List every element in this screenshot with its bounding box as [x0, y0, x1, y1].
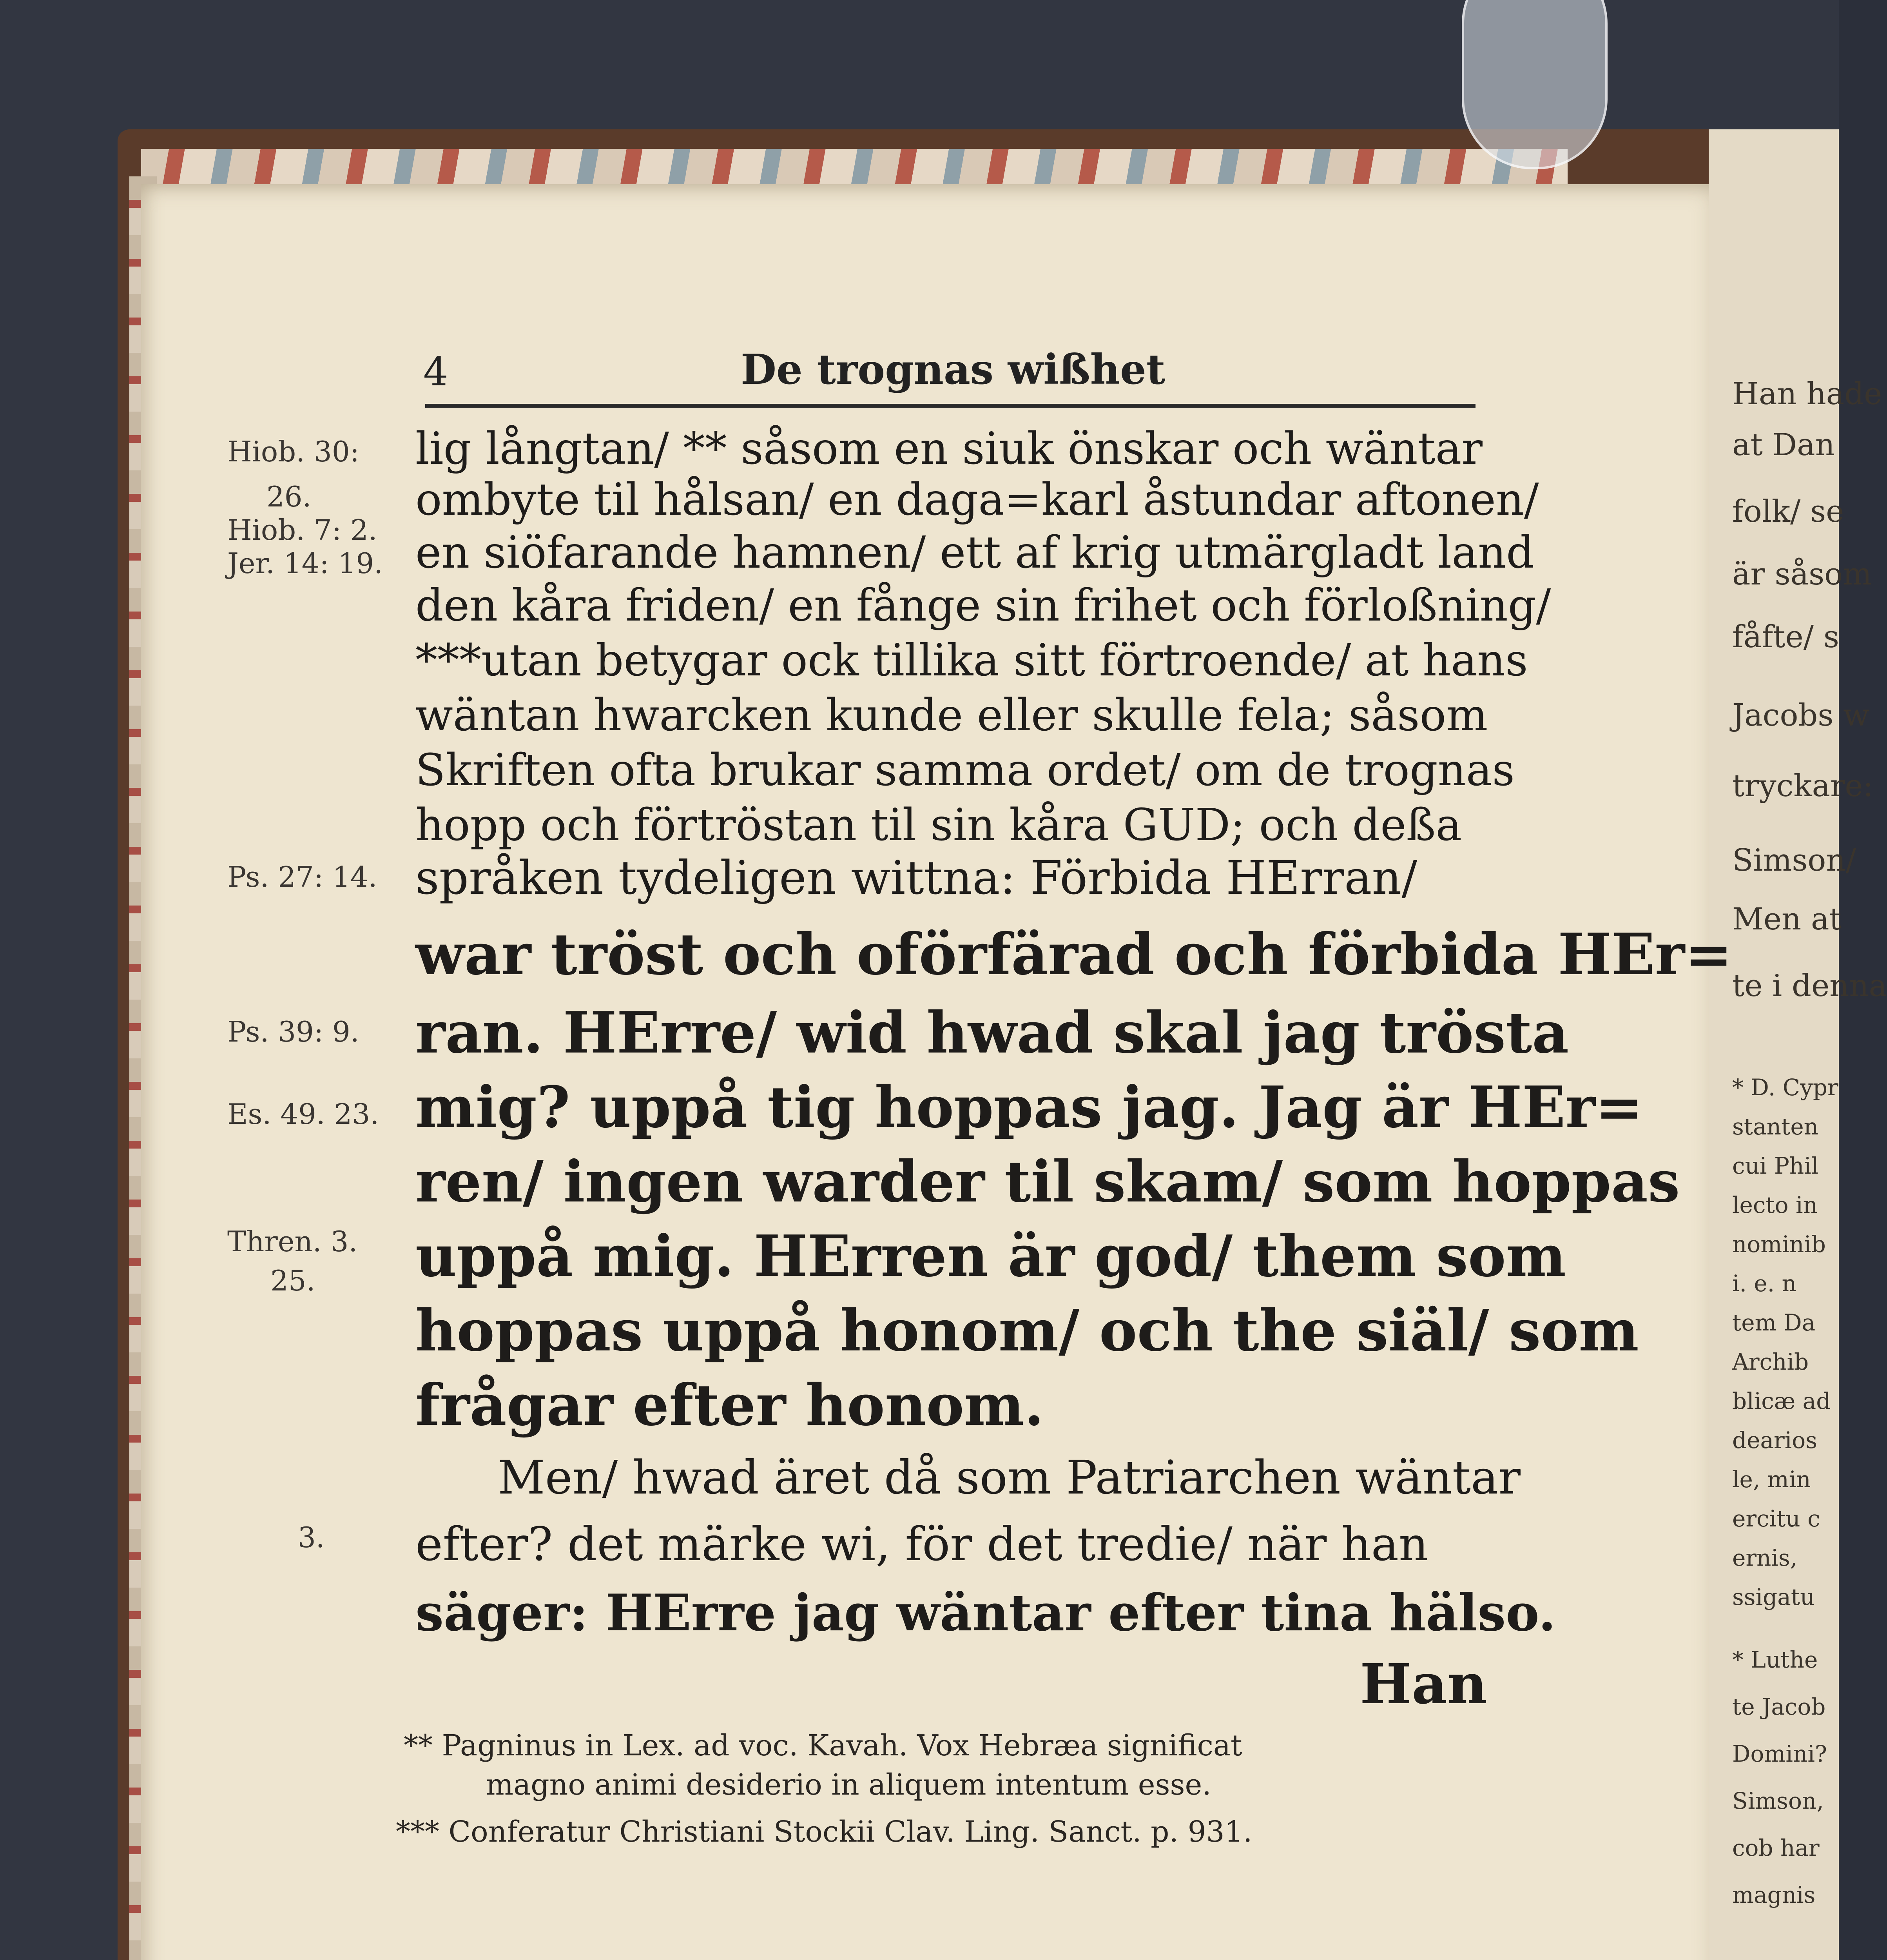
facing-page-line: nominib [1732, 1231, 1826, 1258]
facing-page-line: at Dan [1732, 427, 1835, 463]
facing-page-line: Jacobs w [1732, 698, 1869, 733]
facing-page-line: folk/ se [1732, 494, 1844, 529]
margin-reference: Hiob. 30: [227, 435, 359, 468]
text-line: lig långtan/ ** såsom en siuk önskar och wäntar [415, 423, 1483, 474]
facing-page-line: är såsom [1732, 557, 1872, 592]
text-line: den kåra friden/ en fånge sin frihet och förloßning/ [415, 580, 1551, 631]
text-line: en siöfarande hamnen/ ett af krig utmärgladt land [415, 527, 1534, 578]
text-line: ren/ ingen warder til skam/ som hoppas [415, 1149, 1680, 1215]
text-line: säger: HErre jag wäntar efter tina hälso. [415, 1584, 1556, 1642]
header-rule [425, 404, 1476, 408]
facing-page-line: le, min [1732, 1466, 1811, 1493]
margin-reference: Ps. 27: 14. [227, 860, 377, 893]
facing-page-line: Men at [1732, 902, 1842, 937]
page-clip-top [1462, 0, 1608, 169]
page-number: 4 [423, 349, 448, 395]
margin-reference: 25. [270, 1264, 315, 1297]
text-line: wäntan hwarcken kunde eller skulle fela; såsom [415, 690, 1488, 741]
facing-page-line: Simson/ [1732, 843, 1856, 878]
catchword: Han [1360, 1652, 1487, 1717]
footnote: magno animi desiderio in aliquem intentum esse. [486, 1768, 1211, 1802]
text-line: Skriften ofta brukar samma ordet/ om de trognas [415, 745, 1515, 796]
facing-page-line: Simson, [1732, 1788, 1824, 1814]
facing-page-line: te i denna [1732, 968, 1887, 1004]
facing-page-line: Han hade [1732, 376, 1882, 412]
facing-page-line: fåfte/ s [1732, 619, 1839, 655]
facing-page-line: * D. Cypr [1732, 1074, 1838, 1101]
facing-page-line: cob har [1732, 1835, 1820, 1861]
facing-page-line: tem Da [1732, 1309, 1816, 1336]
margin-reference: Jer. 14: 19. [227, 547, 383, 580]
text-line: ran. HErre/ wid hwad skal jag trösta [415, 1000, 1569, 1066]
running-head-title: De trognas wißhet [741, 345, 1166, 394]
facing-page-line: te Jacob [1732, 1693, 1826, 1720]
text-line: språken tydeligen wittna: Förbida HErran/ [415, 851, 1418, 905]
facing-page-line: Archib [1732, 1348, 1809, 1375]
text-line: Men/ hwad äret då som Patriarchen wäntar [498, 1450, 1521, 1504]
facing-page-line: tryckare: [1732, 768, 1873, 804]
margin-reference: Ps. 39: 9. [227, 1015, 359, 1048]
facing-page-line: * Luthe [1732, 1646, 1818, 1673]
facing-page-line: Domini? [1732, 1740, 1827, 1767]
text-line: uppå mig. HErren är god/ them som [415, 1223, 1566, 1290]
facing-page-line: lecto in [1732, 1192, 1818, 1218]
facing-page-line: ercitu c [1732, 1505, 1820, 1532]
margin-reference: Es. 49. 23. [227, 1098, 379, 1131]
text-line: mig? uppå tig hoppas jag. Jag är HEr= [415, 1074, 1643, 1141]
facing-page-line: ernis, [1732, 1544, 1798, 1571]
margin-reference: Hiob. 7: 2. [227, 514, 377, 546]
text-line: ombyte til hålsan/ en daga=karl åstundar aftonen/ [415, 474, 1539, 525]
text-line: efter? det märke wi, för det tredie/ när han [415, 1517, 1429, 1571]
facing-page-line: magnis [1732, 1882, 1816, 1908]
facing-page-line: ssigatu [1732, 1584, 1815, 1610]
text-line: war tröst och oförfärad och förbida HEr= [415, 921, 1733, 988]
facing-page-line: stanten [1732, 1113, 1818, 1140]
footnote: ** Pagninus in Lex. ad voc. Kavah. Vox Hebræa significat [404, 1729, 1242, 1762]
facing-page-line: i. e. n [1732, 1270, 1796, 1297]
text-line: frågar efter honom. [415, 1372, 1044, 1439]
text-line: ***utan betygar ock tillika sitt förtroende/ at hans [415, 635, 1528, 686]
footnote: *** Conferatur Christiani Stockii Clav. Ling. Sanct. p. 931. [396, 1815, 1253, 1849]
facing-page-line: dearios [1732, 1427, 1817, 1454]
facing-page-line: blicæ ad [1732, 1388, 1831, 1414]
margin-reference: 26. [266, 480, 312, 513]
text-line: hoppas uppå honom/ och the siäl/ som [415, 1298, 1639, 1364]
margin-reference: 3. [298, 1521, 325, 1554]
text-line: hopp och förtröstan til sin kåra GUD; och deßa [415, 800, 1462, 851]
margin-reference: Thren. 3. [227, 1225, 358, 1258]
facing-page-line: cui Phil [1732, 1152, 1819, 1179]
